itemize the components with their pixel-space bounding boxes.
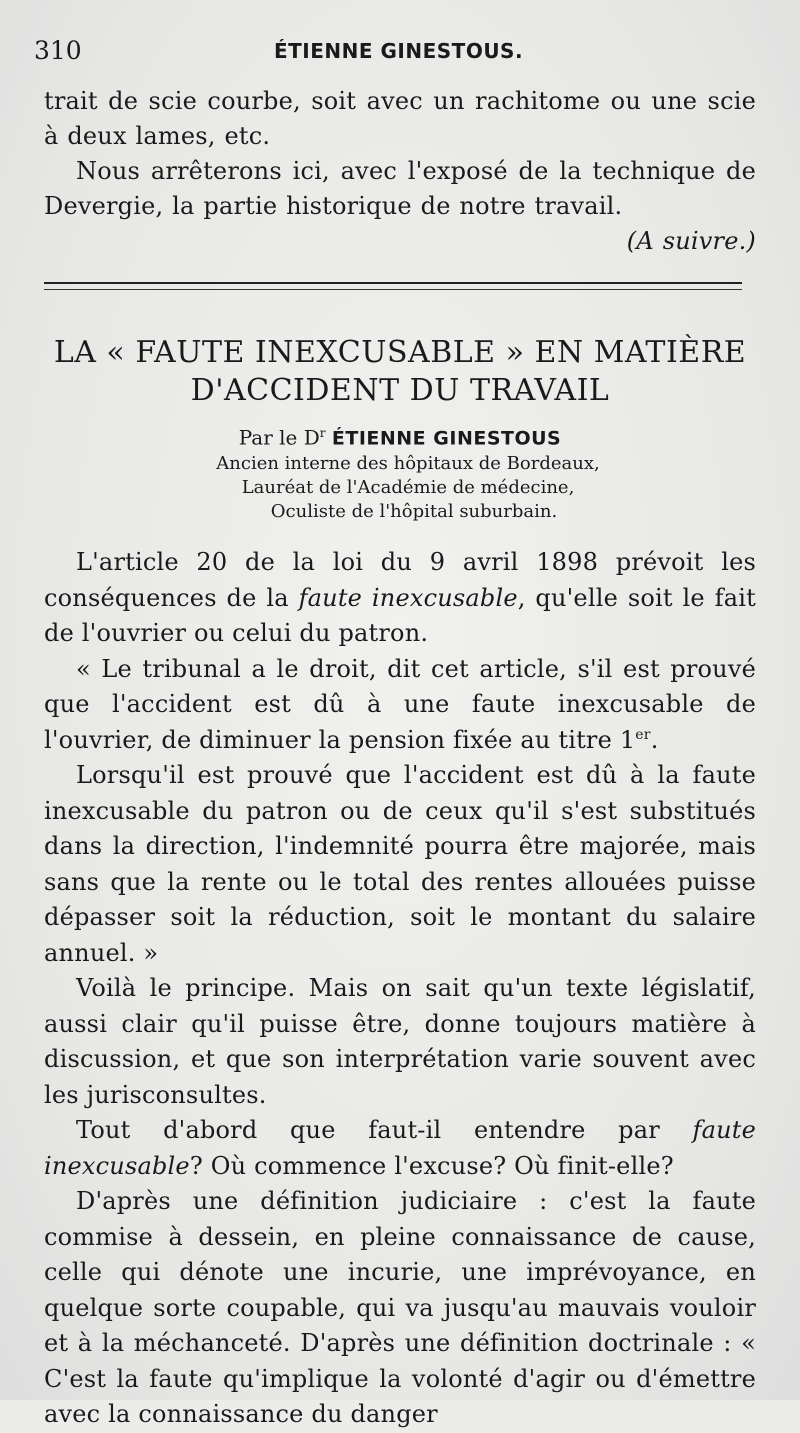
paragraph: D'après une définition judiciaire : c'est la faute commise à dessein, en pleine connaissance de cause, celle qui dénote une incurie, une imprévoyance, en quelque sorte coupable, qui va jusqu'au mauvais vouloir et à la méchanceté. D'après une définition doctrinale : « C'est la faute qu'implique la volonté d'agir ou d'émettre avec la connaissance du danger [44, 1187, 756, 1428]
paragraph: Lorsqu'il est prouvé que l'accident est dû à la faute inexcusable du patron ou de ceux qu'il s'est substitués dans la direction, l'indemnité pourra être majorée, mais sans que la rente ou le total des rentes allouées puisse dépasser soit la réduction, soit le montant du salaire annuel. » [44, 761, 756, 967]
author-credential: Ancien interne des hôpitaux de Bordeaux, [216, 452, 600, 474]
running-head: ÉTIENNE GINESTOUS. [274, 39, 524, 63]
page-header [34, 36, 754, 70]
text-run: L'article 20 de la loi du 9 avril 1898 prévoit les conséquences de la [44, 548, 756, 612]
byline-prefix: Par le D [238, 425, 320, 450]
paragraph: Nous arrêterons ici, avec l'exposé de la technique de Devergie, la partie historique de notre travail. [44, 157, 756, 220]
article-body [44, 545, 756, 1433]
author-line [44, 420, 756, 452]
byline-superscript: r [319, 426, 326, 440]
author-credential: Oculiste de l'hôpital suburbain. [270, 500, 558, 522]
author-name: ÉTIENNE GINESTOUS [331, 427, 562, 450]
paragraph [44, 652, 756, 759]
paragraph [44, 1113, 756, 1184]
title-line: D'ACCIDENT DU TRAVAIL [190, 373, 610, 408]
emphasis: faute inexcusable [298, 583, 518, 612]
paragraph: Voilà le principe. Mais on sait qu'un texte législatif, aussi clair qu'il puisse être, donne toujours matière à discussion, et que son interprétation varie souvent avec les jurisconsultes. [44, 974, 756, 1109]
text-run: . [650, 725, 659, 754]
paragraph [44, 545, 756, 652]
byline [44, 420, 756, 524]
text-run: « Le tribunal a le droit, dit cet article, s'il est prouvé que l'accident est dû à une faute inexcusable de l'ouvrier, de diminuer la pension fixée au titre 1 [44, 654, 756, 754]
emphasis: faute inexcusable [44, 1116, 756, 1180]
section-divider [44, 282, 742, 284]
continuation-note: (A suivre.) [626, 227, 756, 255]
page-number: 310 [34, 36, 82, 65]
text-run: , qu'elle soit le fait de l'ouvrier ou celui du patron. [44, 583, 756, 647]
section-divider [44, 289, 742, 290]
author-credential: Lauréat de l'Académie de médecine, [241, 476, 575, 498]
superscript: er [635, 726, 651, 743]
paragraph: trait de scie courbe, soit avec un rachitome ou une scie à deux lames, etc. [44, 87, 756, 150]
title-line: LA « FAUTE INEXCUSABLE » EN MATIÈRE [53, 335, 747, 370]
previous-article-ending [44, 84, 756, 259]
text-run: ? Où commence l'excuse? Où finit-elle? [189, 1151, 674, 1180]
text-run: Tout d'abord que faut-il entendre par [76, 1116, 693, 1144]
article-title [44, 334, 756, 410]
